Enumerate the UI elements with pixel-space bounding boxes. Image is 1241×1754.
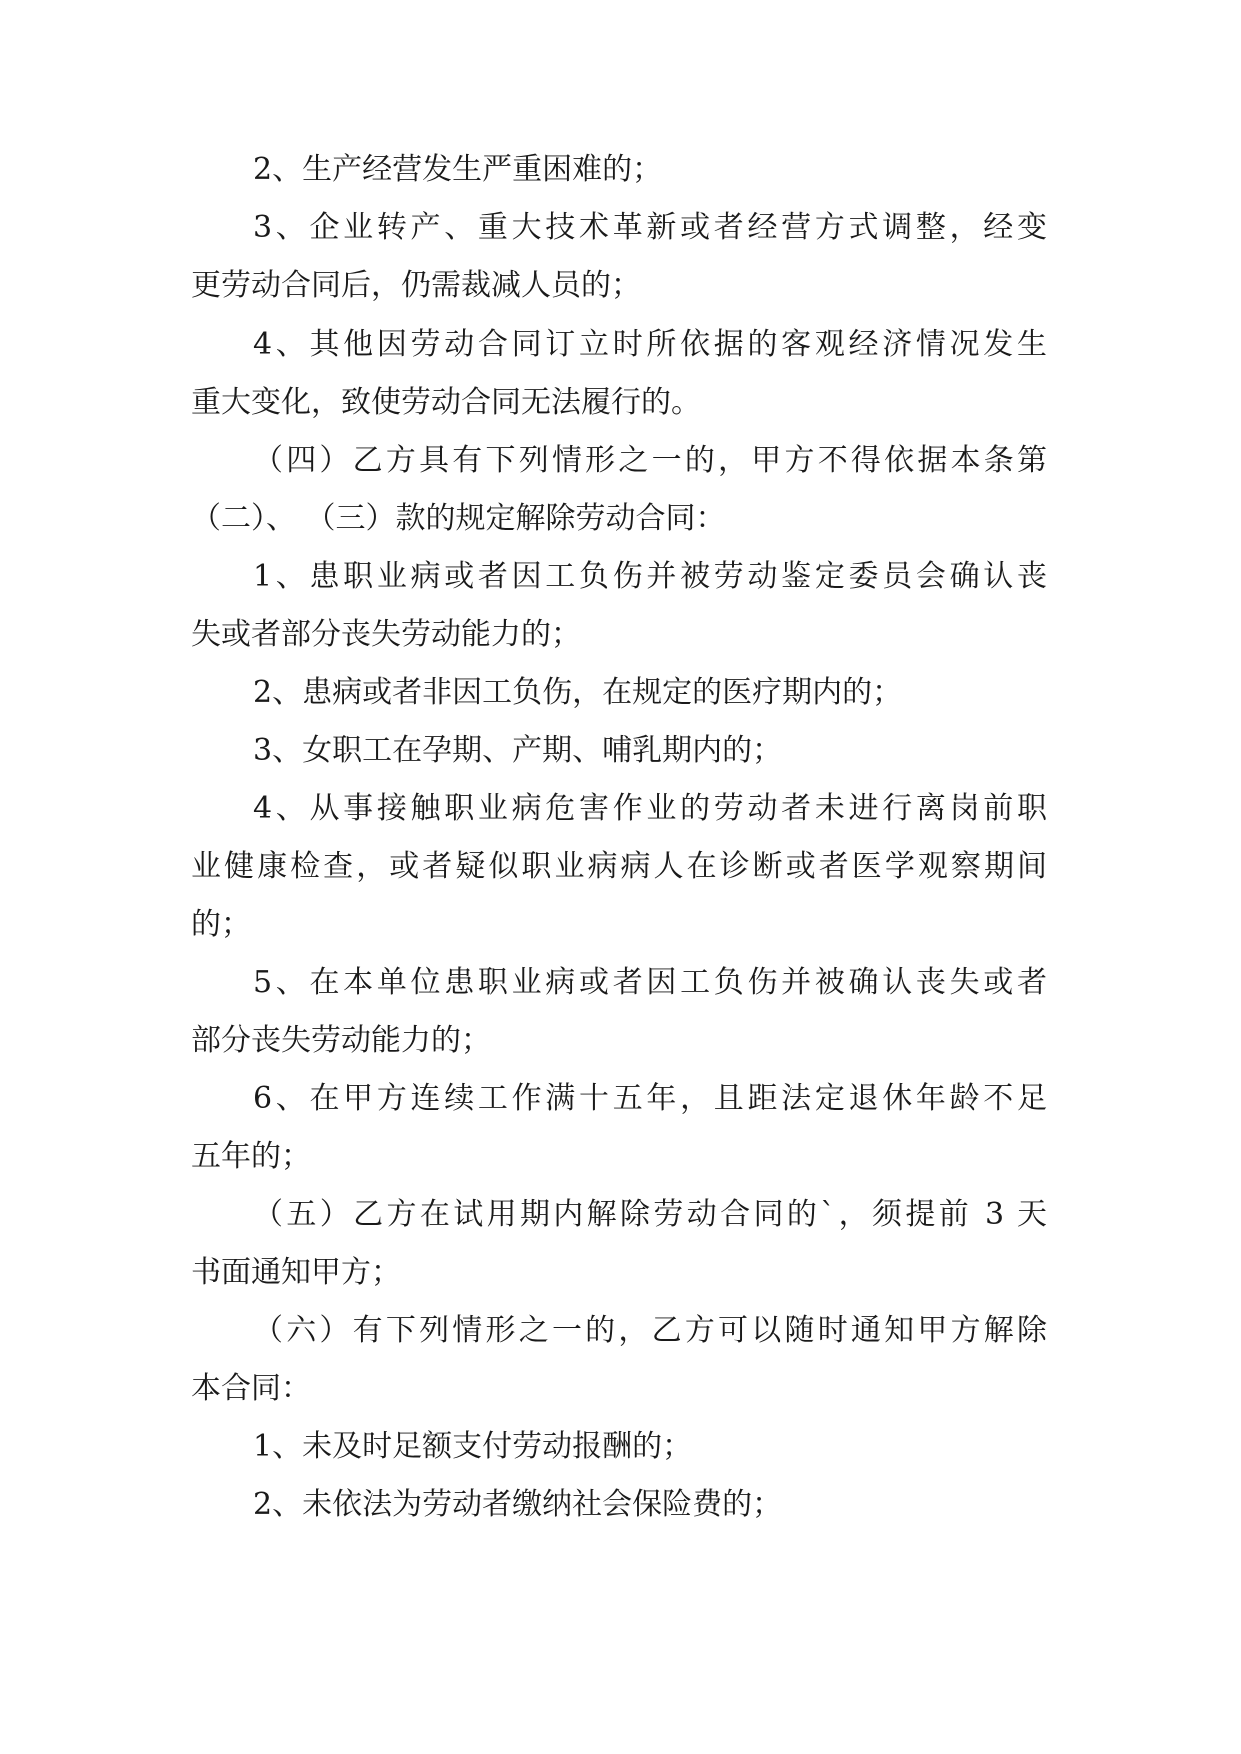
paragraph-line: 1、未及时足额支付劳动报酬的； bbox=[253, 1429, 693, 1464]
paragraph-line: 4、其他因劳动合同订立时所依据的客观经济情况发生 bbox=[253, 327, 1047, 362]
paragraph-line: 3、企业转产、重大技术革新或者经营方式调整，经变 bbox=[253, 210, 1047, 245]
paragraph-line: 1、患职业病或者因工负伤并被劳动鉴定委员会确认丧 bbox=[253, 559, 1047, 594]
paragraph-line: 2、生产经营发生严重困难的； bbox=[253, 152, 663, 187]
paragraph-line: 3、女职工在孕期、产期、哺乳期内的； bbox=[253, 733, 783, 768]
paragraph-line: 4、从事接触职业病危害作业的劳动者未进行离岗前职 bbox=[253, 791, 1047, 826]
paragraph-line: 部分丧失劳动能力的； bbox=[191, 1023, 491, 1058]
paragraph-line: 2、患病或者非因工负伤，在规定的医疗期内的； bbox=[253, 675, 903, 710]
paragraph-line: 本合同： bbox=[191, 1371, 311, 1406]
paragraph-line: （二）、 （三）款的规定解除劳动合同： bbox=[191, 501, 726, 536]
paragraph-line: （五）乙方在试用期内解除劳动合同的`，须提前 3 天 bbox=[253, 1197, 1047, 1232]
paragraph-line: 失或者部分丧失劳动能力的； bbox=[191, 617, 581, 652]
paragraph-line: 的； bbox=[191, 907, 251, 942]
paragraph-line: 重大变化，致使劳动合同无法履行的。 bbox=[191, 385, 701, 420]
paragraph-line: 五年的； bbox=[191, 1139, 311, 1174]
paragraph-line: （六）有下列情形之一的，乙方可以随时通知甲方解除 bbox=[253, 1313, 1047, 1348]
paragraph-line: 书面通知甲方； bbox=[191, 1255, 401, 1290]
paragraph-line: 业健康检查，或者疑似职业病病人在诊断或者医学观察期间 bbox=[191, 849, 1047, 884]
paragraph-line: 6、在甲方连续工作满十五年，且距法定退休年龄不足 bbox=[253, 1081, 1047, 1116]
paragraph-line: 更劳动合同后，仍需裁减人员的； bbox=[191, 268, 641, 303]
paragraph-line: 5、在本单位患职业病或者因工负伤并被确认丧失或者 bbox=[253, 965, 1047, 1000]
paragraph-line: （四）乙方具有下列情形之一的，甲方不得依据本条第 bbox=[253, 443, 1047, 478]
paragraph-line: 2、未依法为劳动者缴纳社会保险费的； bbox=[253, 1487, 783, 1522]
